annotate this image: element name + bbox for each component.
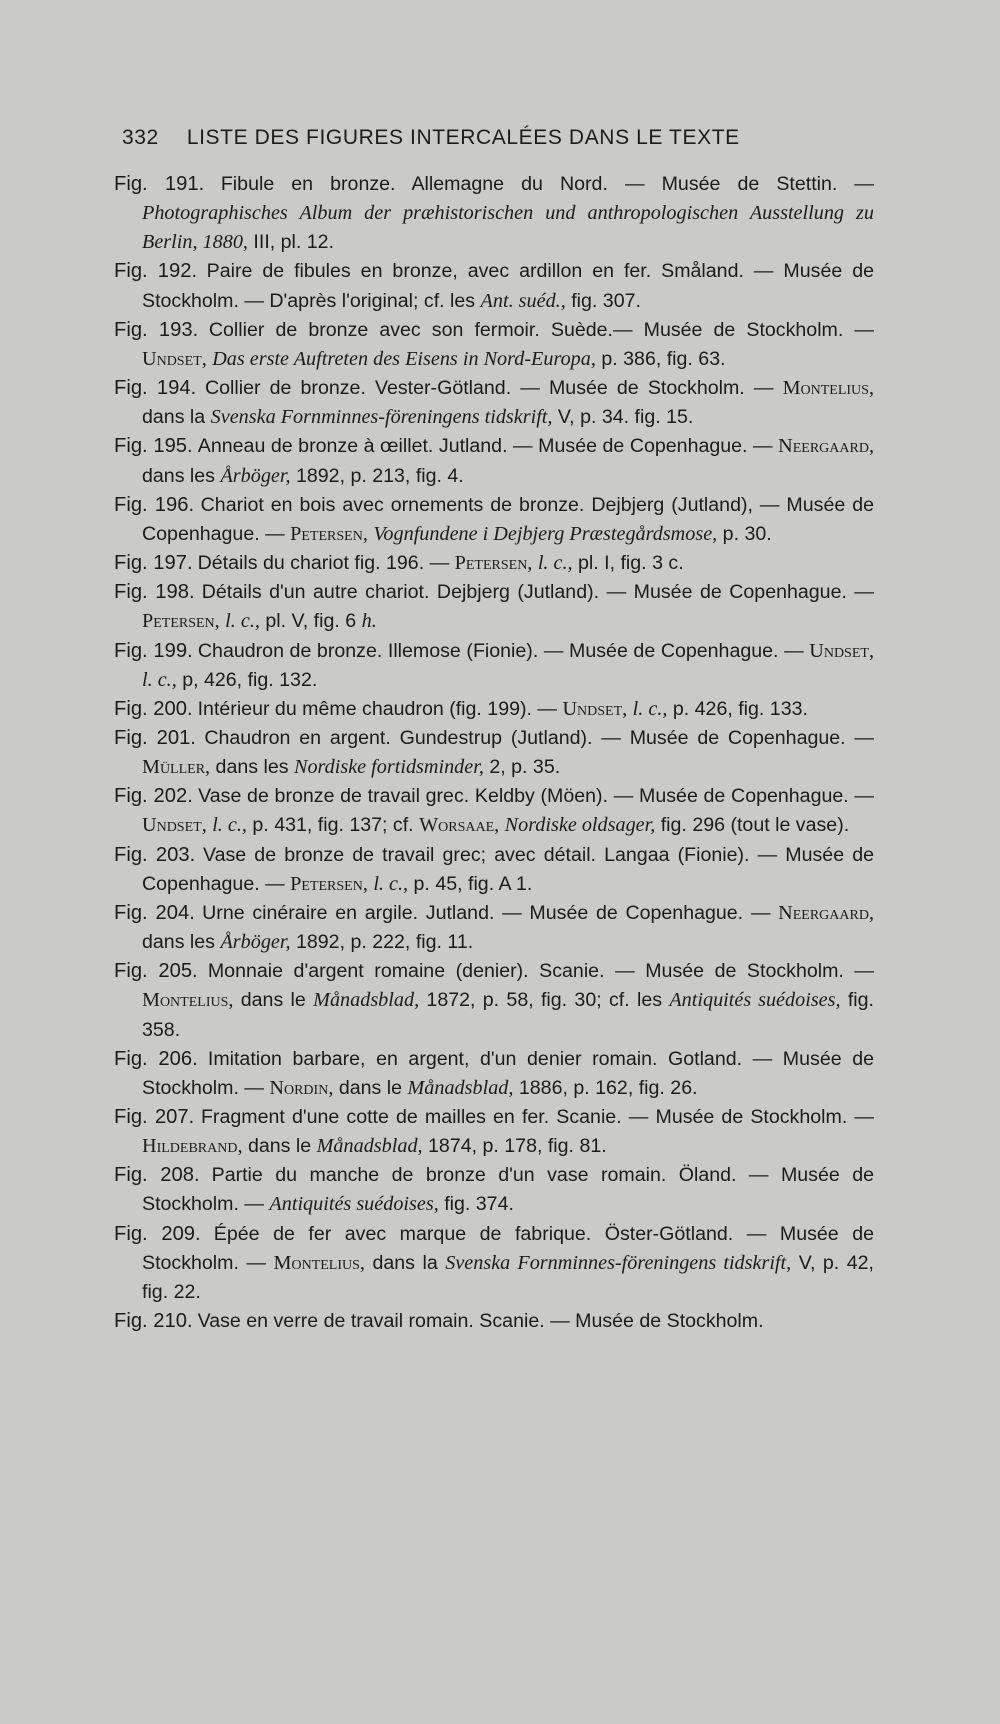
figure-entry (114, 578, 874, 636)
citation-title: Svenska Fornminnes-föreningens tidskrift, (210, 406, 553, 429)
entry-text: Anneau de bronze à œillet. Jutland. — Musée de Copenhague. — (197, 435, 779, 458)
author-name: Nordin, (269, 1076, 334, 1099)
entry-text: Collier de bronze avec son fermoir. Suède.— Musée de Stockholm. — (208, 318, 874, 341)
figure-entry (114, 432, 874, 490)
entry-text: Intérieur du même chaudron (fig. 199). — (197, 697, 563, 720)
citation-title: Nordiske fortidsminder, (293, 756, 484, 779)
figure-entry (114, 637, 874, 695)
figure-entry (114, 1307, 874, 1336)
figure-number: Fig. 191. (114, 173, 205, 195)
citation-title: Nordiske oldsager, (504, 814, 656, 837)
entry-text: Fibule en bronze. Allemagne du Nord. — Musée de Stettin. — (220, 173, 874, 195)
citation-title: l. c., (225, 610, 260, 633)
figure-entry (114, 316, 874, 374)
author-name: Hildebrand, (142, 1135, 243, 1158)
figure-number: Fig. 205. (114, 960, 198, 983)
citation-title: Antiquités suédoises, (269, 1193, 439, 1216)
figure-number: Fig. 196. (114, 493, 195, 516)
figure-number: Fig. 204. (114, 901, 195, 924)
entry-text: fig. 296 (tout le vase). (655, 814, 850, 837)
entry-text: III, pl. 12. (247, 231, 335, 254)
entry-text: pl. I, fig. 3 c. (572, 552, 684, 575)
figure-entry (114, 695, 874, 724)
entry-text: Chariot en bois avec ornements de bronze. Dejbjerg (Jutland), — Musée de Copenhague. — (142, 493, 874, 545)
figure-number: Fig. 198. (114, 581, 195, 604)
figure-list (114, 170, 874, 1336)
author-name: Montelius, (782, 377, 874, 400)
page-number: 332 (122, 126, 159, 149)
figure-entry (114, 374, 874, 432)
citation-title: Photographisches Album der præhistorischen und anthropologischen Ausstellung zu Berlin, 1880, (142, 202, 874, 254)
figure-number: Fig. 192. (114, 260, 198, 283)
entry-text: dans la (142, 406, 211, 429)
entry-text: Imitation barbare, en argent, d'un denier romain. Gotland. — Musée de Stockholm. — (142, 1047, 874, 1099)
entry-text: Urne cinéraire en argile. Jutland. — Musée de Copenhague. — (202, 901, 779, 924)
figure-number: Fig. 203. (114, 843, 196, 866)
entry-text: 2, p. 35. (483, 756, 561, 779)
entry-text: fig. 307. (565, 289, 641, 312)
citation-title: Antiquités suédoises, (669, 989, 841, 1012)
entry-text: Chaudron en argent. Gundestrup (Jutland). — Musée de Copenhague. — (204, 726, 874, 749)
entry-text: V, p. 34. fig. 15. (552, 406, 694, 429)
author-name: Müller, (142, 756, 211, 779)
figure-entry (114, 170, 874, 257)
entry-text: dans le (333, 1076, 408, 1099)
entry-text: dans le (233, 989, 314, 1012)
entry-text: pl. V, fig. 6 (259, 610, 362, 633)
figure-entry (114, 841, 874, 899)
figure-entry (114, 1045, 874, 1103)
entry-text: Épée de fer avec marque de fabrique. Öster-Götland. — Musée de Stockholm. — (142, 1222, 874, 1274)
author-name: Petersen, (290, 522, 368, 545)
entry-text: Vase de bronze de travail grec; avec détail. Langaa (Fionie). — Musée de Copenhague. — (142, 843, 875, 895)
author-name: Petersen, (142, 610, 220, 633)
entry-text: p. 45, fig. A 1. (408, 872, 533, 895)
figure-number: Fig. 202. (114, 785, 193, 808)
entry-text: dans les (142, 931, 221, 954)
entry-text: Vase de bronze de travail grec. Keldby (Möen). — Musée de Copenhague. — (198, 785, 875, 808)
running-header (122, 126, 802, 150)
author-name: Worsaae, (419, 814, 500, 837)
figure-number: Fig. 193. (114, 318, 199, 341)
entry-text: 1874, p. 178, fig. 81. (422, 1135, 607, 1158)
author-name: Petersen, (290, 872, 368, 895)
entry-text: V, p. 42, fig. 22. (142, 1251, 874, 1303)
entry-text: 1892, p. 222, fig. 11. (290, 931, 474, 954)
entry-text: Collier de bronze. Vester-Götland. — Musée de Stockholm. — (204, 377, 783, 400)
entry-text: Monnaie d'argent romaine (denier). Scanie. — Musée de Stockholm. — (207, 960, 875, 983)
entry-text: Partie du manche de bronze d'un vase romain. Öland. — Musée de Stockholm. — (142, 1164, 875, 1216)
citation-title: l. c., (142, 668, 177, 691)
entry-text: Paire de fibules en bronze, avec ardillon en fer. Småland. — Musée de Stockholm. — D'après l'original; cf. les (142, 260, 874, 312)
entry-text: 1892, p. 213, fig. 4. (290, 464, 464, 487)
citation-title: Månadsblad, (313, 989, 420, 1012)
entry-text: Vase en verre de travail romain. Scanie. — Musée de Stockholm. (197, 1310, 764, 1333)
figure-number: Fig. 194. (114, 377, 197, 400)
author-name: Undset, (562, 697, 628, 720)
entry-text: dans la (364, 1251, 446, 1274)
author-name: Undset, (142, 347, 207, 370)
figure-number: Fig. 199. (114, 639, 193, 662)
figure-entry (114, 257, 874, 315)
citation-title: Årböger, (220, 464, 291, 487)
figure-entry (114, 899, 874, 957)
figure-number: Fig. 207. (114, 1106, 195, 1128)
author-name: Neergaard, (778, 435, 874, 458)
citation-title: l. c., (373, 872, 409, 895)
author-name: Montelius, (142, 989, 234, 1012)
citation-title: l. c., (212, 814, 247, 837)
citation-title: Månadsblad, (407, 1076, 514, 1099)
figure-number: Fig. 206. (114, 1047, 198, 1070)
figure-number: Fig. 201. (114, 726, 196, 749)
citation-title: l. c., (632, 697, 668, 720)
figure-number: Fig. 209. (114, 1222, 201, 1245)
figure-entry (114, 549, 874, 578)
citation-title: Svenska Fornminnes-föreningens tidskrift, (445, 1251, 792, 1274)
author-name: Undset, (809, 639, 874, 662)
entry-text: p. 431, fig. 137; cf. (246, 814, 420, 837)
entry-text: fig. 374. (438, 1193, 514, 1216)
entry-text: p. 426, fig. 133. (667, 697, 808, 720)
figure-number: Fig. 197. (114, 552, 193, 575)
running-title: LISTE DES FIGURES INTERCALÉES DANS LE TEXTE (186, 126, 740, 149)
entry-text: p, 426, fig. 132. (176, 668, 318, 691)
citation-title: Das erste Auftreten des Eisens in Nord-Europa, (212, 347, 596, 370)
entry-text: 1886, p. 162, fig. 26. (513, 1076, 698, 1099)
citation-title: h. (361, 610, 377, 633)
entry-text: dans les (210, 756, 294, 779)
author-name: Montelius, (273, 1251, 365, 1274)
entry-text: Fragment d'une cotte de mailles en fer. Scanie. — Musée de Stockholm. — (200, 1106, 874, 1128)
figure-entry (114, 1103, 874, 1161)
figure-number: Fig. 200. (114, 697, 193, 720)
figure-entry (114, 491, 874, 549)
figure-number: Fig. 208. (114, 1164, 200, 1187)
citation-title: Månadsblad, (316, 1135, 423, 1158)
entry-text: Chaudron de bronze. Illemose (Fionie). — Musée de Copenhague. — (197, 639, 810, 662)
author-name: Neergaard, (778, 901, 875, 924)
figure-number: Fig. 210. (114, 1310, 193, 1333)
entry-text: p. 30. (717, 522, 772, 545)
entry-text: 1872, p. 58, fig. 30; cf. les (419, 989, 670, 1012)
entry-text: dans les (142, 464, 221, 487)
citation-title: Vognfundene i Dejbjerg Præstegårdsmose, (373, 522, 718, 545)
citation-title: l. c., (537, 552, 573, 575)
citation-title: Årböger, (220, 931, 291, 954)
figure-entry (114, 782, 874, 840)
figure-entry (114, 957, 874, 1044)
entry-text: Détails du chariot fig. 196. — (197, 552, 455, 575)
figure-number: Fig. 195. (114, 435, 193, 458)
entry-text: dans le (242, 1135, 317, 1158)
author-name: Petersen, (454, 552, 533, 575)
entry-text: fig. 358. (142, 989, 874, 1041)
citation-title: Ant. suéd., (480, 289, 566, 312)
figure-entry (114, 724, 874, 782)
figure-entry (114, 1161, 874, 1219)
entry-text: p. 386, fig. 63. (595, 347, 726, 370)
figure-entry (114, 1220, 874, 1307)
entry-text: Détails d'un autre chariot. Dejbjerg (Jutland). — Musée de Copenhague. — (201, 581, 875, 604)
author-name: Undset, (142, 814, 207, 837)
